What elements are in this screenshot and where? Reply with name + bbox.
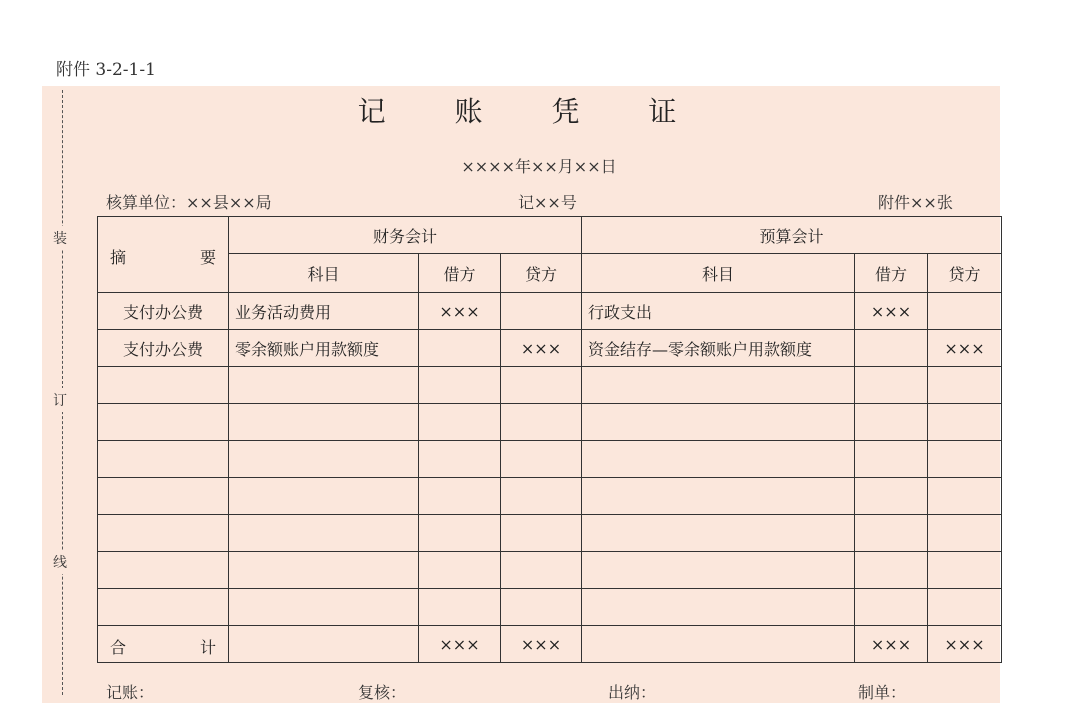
summary-cell <box>98 478 229 515</box>
fin-debit-cell <box>419 404 501 441</box>
total-fin-subject-cell <box>229 626 419 663</box>
total-bud-credit-cell: ××× <box>928 626 1002 663</box>
table-row <box>98 552 1002 589</box>
bud-subject-cell <box>582 552 855 589</box>
bud-debit-cell <box>855 552 928 589</box>
fin-debit-cell <box>419 441 501 478</box>
accounting-unit: 核算单位：××县××局 <box>106 193 272 212</box>
total-label-char-2: 计 <box>199 638 216 657</box>
fin-debit-cell <box>419 330 501 367</box>
summary-cell <box>98 367 229 404</box>
fin-credit-cell <box>501 589 582 626</box>
summary-header-char-2: 要 <box>199 248 216 267</box>
bud-credit-cell <box>928 589 1002 626</box>
fin-subject-cell <box>229 552 419 589</box>
bud-credit-cell <box>928 552 1002 589</box>
attachment-count: 附件××张 <box>878 193 953 212</box>
total-label-char-1: 合 <box>110 638 127 657</box>
bud-credit-cell <box>928 478 1002 515</box>
fin-credit-cell <box>501 367 582 404</box>
header-row-1 <box>98 217 1002 254</box>
summary-cell: 支付办公费 <box>98 293 229 330</box>
bud-subject-cell: 行政支出 <box>582 293 855 330</box>
table-row <box>98 367 1002 404</box>
reviewer-signature: 复核： <box>358 683 407 702</box>
attachment-label: 附件 3-2-1-1 <box>56 60 156 80</box>
bud-debit-cell <box>855 367 928 404</box>
fin-subject-cell <box>229 404 419 441</box>
total-bud-debit-cell: ××× <box>855 626 928 663</box>
bud-credit-cell <box>928 515 1002 552</box>
total-row <box>98 626 1002 663</box>
fin-subject-cell <box>229 589 419 626</box>
preparer-signature: 制单： <box>858 683 907 702</box>
fin-subject-cell <box>229 515 419 552</box>
bud-credit-cell <box>928 293 1002 330</box>
bud-credit-cell <box>928 441 1002 478</box>
summary-header-char-1: 摘 <box>110 248 127 267</box>
fin-credit-cell <box>501 441 582 478</box>
bud-subject-cell: 资金结存—零余额账户用款额度 <box>582 330 855 367</box>
financial-accounting-header: 财务会计 <box>229 217 582 254</box>
fin-subject-cell <box>229 441 419 478</box>
bud-debit-cell <box>855 330 928 367</box>
bud-subject-cell <box>582 589 855 626</box>
fin-subject-cell <box>229 478 419 515</box>
fin-subject-cell: 业务活动费用 <box>229 293 419 330</box>
bud-credit-cell <box>928 367 1002 404</box>
summary-cell: 支付办公费 <box>98 330 229 367</box>
table-row <box>98 293 1002 330</box>
table-row <box>98 441 1002 478</box>
summary-cell <box>98 552 229 589</box>
summary-cell <box>98 515 229 552</box>
table-row <box>98 515 1002 552</box>
bud-subject-cell <box>582 478 855 515</box>
table-row <box>98 404 1002 441</box>
fin-credit-cell <box>501 515 582 552</box>
fin-credit-header: 贷方 <box>501 254 582 293</box>
table-row <box>98 589 1002 626</box>
bud-subject-cell <box>582 404 855 441</box>
voucher-date: ××××年××月××日 <box>461 157 617 176</box>
summary-cell <box>98 404 229 441</box>
cashier-signature: 出纳： <box>608 683 657 702</box>
table-row <box>98 330 1002 367</box>
bud-credit-header: 贷方 <box>928 254 1002 293</box>
fin-debit-cell <box>419 367 501 404</box>
ledger-table <box>97 216 1002 663</box>
total-fin-debit-cell: ××× <box>419 626 501 663</box>
bud-subject-cell <box>582 367 855 404</box>
summary-cell <box>98 589 229 626</box>
table-row <box>98 478 1002 515</box>
fin-debit-cell: ××× <box>419 293 501 330</box>
total-label-cell <box>98 626 229 663</box>
summary-header <box>98 217 229 293</box>
fin-subject-header: 科目 <box>229 254 419 293</box>
bud-debit-cell <box>855 478 928 515</box>
bud-debit-cell <box>855 404 928 441</box>
fin-debit-cell <box>419 589 501 626</box>
fin-debit-cell <box>419 552 501 589</box>
bud-debit-cell <box>855 441 928 478</box>
fin-credit-cell <box>501 404 582 441</box>
fin-credit-cell: ××× <box>501 330 582 367</box>
bud-subject-cell <box>582 441 855 478</box>
fin-debit-cell <box>419 515 501 552</box>
binding-char-zhuang: 装 <box>53 226 67 250</box>
bookkeeper-signature: 记账： <box>106 683 155 702</box>
bud-subject-header: 科目 <box>582 254 855 293</box>
bud-credit-cell: ××× <box>928 330 1002 367</box>
binding-char-xian: 线 <box>53 550 67 574</box>
fin-credit-cell <box>501 293 582 330</box>
bud-debit-cell <box>855 515 928 552</box>
summary-cell <box>98 441 229 478</box>
voucher-number: 记××号 <box>518 193 577 212</box>
bud-credit-cell <box>928 404 1002 441</box>
bud-debit-header: 借方 <box>855 254 928 293</box>
voucher-form <box>42 86 1000 703</box>
voucher-title: 记 账 凭 证 <box>357 95 707 128</box>
bud-subject-cell <box>582 515 855 552</box>
fin-debit-header: 借方 <box>419 254 501 293</box>
fin-credit-cell <box>501 478 582 515</box>
binding-char-ding: 订 <box>53 388 67 412</box>
fin-subject-cell <box>229 367 419 404</box>
fin-credit-cell <box>501 552 582 589</box>
budget-accounting-header: 预算会计 <box>582 217 1002 254</box>
fin-subject-cell: 零余额账户用款额度 <box>229 330 419 367</box>
header-row-2 <box>98 254 1002 293</box>
total-fin-credit-cell: ××× <box>501 626 582 663</box>
bud-debit-cell <box>855 589 928 626</box>
total-bud-subject-cell <box>582 626 855 663</box>
bud-debit-cell: ××× <box>855 293 928 330</box>
fin-debit-cell <box>419 478 501 515</box>
